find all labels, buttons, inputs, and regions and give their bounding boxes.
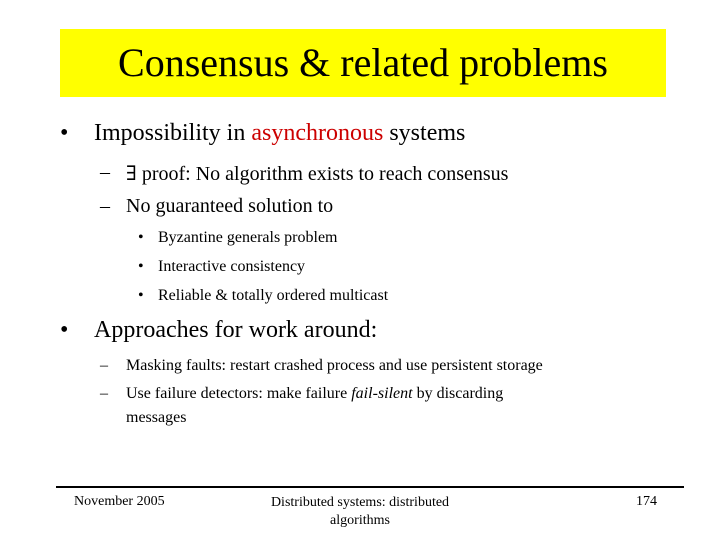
footer-divider [56, 486, 684, 488]
subbullet-proof: ∃ proof: No algorithm exists to reach consensus [126, 163, 509, 185]
detectors-text-post: by discarding [412, 385, 504, 402]
slide-title: Consensus & related problems [118, 40, 608, 85]
page-number: 174 [636, 494, 657, 509]
accent-word: asynchronous [251, 120, 384, 146]
detectors-text-pre: Use failure detectors: make failure [126, 385, 352, 402]
subbullet-masking: Masking faults: restart crashed process and use persistent storage [126, 357, 543, 374]
dash-marker: – [100, 195, 110, 217]
list-item: Reliable & totally ordered multicast [158, 287, 389, 304]
list-item: Byzantine generals problem [158, 229, 338, 246]
bullet-marker: • [60, 120, 69, 146]
bullet-marker: • [138, 258, 144, 275]
detectors-italic: fail-silent [351, 385, 413, 402]
bullet-text-post: systems [383, 120, 466, 146]
subbullet-detectors [126, 385, 503, 403]
footer-center-line2: algorithms [330, 513, 390, 528]
subbullet-no-solution: No guaranteed solution to [126, 195, 334, 217]
bullet-marker: • [138, 287, 144, 304]
bullet-approaches: Approaches for work around: [94, 317, 378, 343]
list-item: Interactive consistency [158, 258, 306, 275]
dash-marker: – [100, 385, 108, 402]
bullet-impossibility [94, 120, 465, 147]
bullet-text-pre: Impossibility in [94, 120, 252, 146]
dash-marker: – [100, 357, 108, 374]
bullet-marker: • [138, 229, 144, 246]
footer-date: November 2005 [74, 494, 165, 509]
footer-center-line1: Distributed systems: distributed [270, 495, 450, 510]
footer-center [240, 494, 480, 530]
bullet-marker: • [60, 317, 69, 343]
subbullet-detectors-cont: messages [126, 409, 187, 426]
dash-marker: – [100, 161, 110, 183]
